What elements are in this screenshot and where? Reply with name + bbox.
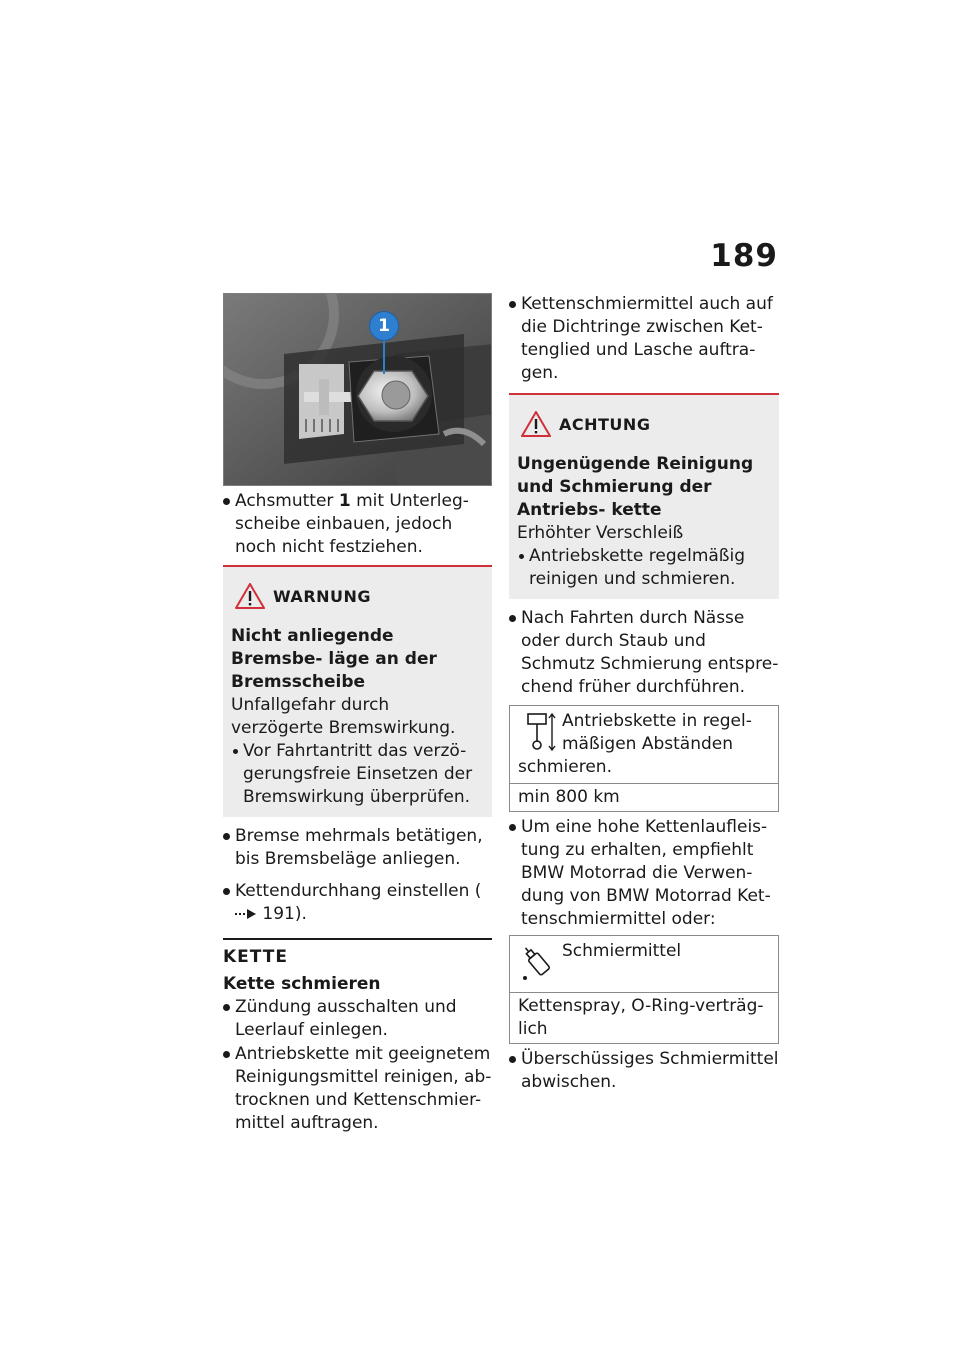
- step-clean-chain: Antriebskette mit geeignetem Reinigungsmittel reinigen, ab- trocknen und Kettenschmier- mittel auftragen.: [223, 1043, 492, 1135]
- warning-text: Unfallgefahr durch verzögerte Bremswirkung.: [231, 695, 456, 738]
- step-ignition: Zündung ausschalten und Leerlauf einlegen.: [223, 996, 492, 1042]
- lubricant-table-header: [510, 936, 778, 992]
- caution-triangle-icon: [521, 411, 551, 437]
- step-seal-rings: Kettenschmiermittel auch auf die Dichtringe zwischen Ket- tenglied und Lasche auftra- gen.: [509, 293, 779, 385]
- warning-triangle-icon: [235, 583, 265, 609]
- warning-box: [223, 565, 492, 817]
- caution-item: Antriebskette regelmäßig reinigen und schmieren.: [517, 545, 771, 591]
- step-list-4: [509, 293, 779, 385]
- caution-subtitle: Ungenügende Reinigung und Schmierung der Antriebs- kette: [517, 454, 754, 520]
- maintenance-interval-icon: [518, 710, 560, 754]
- caution-title: ACHTUNG: [559, 414, 651, 434]
- warning-subtitle: Nicht anliegende Bremsbe- läge an der Bremsscheibe: [231, 626, 437, 692]
- step-list-3: [223, 996, 492, 1135]
- caution-header: [521, 411, 771, 437]
- lubricant-table-header-text: Schmiermittel: [562, 941, 682, 961]
- step-list-1: [223, 490, 492, 559]
- caution-text: Erhöhter Verschleiß: [517, 523, 684, 543]
- right-column: [509, 293, 779, 1094]
- callout-marker: 1: [370, 312, 398, 340]
- subsection-title: Kette schmieren: [223, 974, 381, 994]
- step-axle-nut: Achsmutter 1 mit Unterleg- scheibe einbauen, jedoch noch nicht festziehen.: [223, 490, 492, 559]
- step-list-5: [509, 607, 779, 699]
- section-divider: [223, 938, 492, 996]
- interval-table: [509, 705, 779, 812]
- interval-table-value: min 800 km: [510, 783, 778, 811]
- warning-header: [235, 583, 484, 609]
- section-title: KETTE: [223, 947, 288, 967]
- step-list-7: [509, 1048, 779, 1094]
- warning-title: WARNUNG: [273, 586, 372, 606]
- caution-box: [509, 393, 779, 599]
- step-brake: Bremse mehrmals betätigen, bis Bremsbeläge anliegen.: [223, 825, 492, 871]
- axle-nut-photo: [223, 293, 492, 486]
- step-list-6: [509, 816, 779, 931]
- lubricant-icon: [518, 940, 560, 984]
- step-recommendation: Um eine hohe Kettenlaufleis- tung zu erhalten, empfiehlt BMW Motorrad die Verwen- dung von BMW Motorrad Ket- tenschmiermittel oder:: [509, 816, 779, 931]
- page-number: 189: [710, 238, 778, 274]
- left-column: [223, 293, 492, 1135]
- warning-item: Vor Fahrtantritt das verzö- gerungsfreie Einsetzen der Bremswirkung überprüfen.: [231, 740, 484, 809]
- lubricant-table: [509, 935, 779, 1044]
- axle-nut-illustration: [224, 294, 492, 486]
- step-chain-slack: Kettendurchhang einstellen ( 191).: [223, 880, 492, 926]
- step-wipe-excess: Überschüssiges Schmiermittel abwischen.: [509, 1048, 779, 1094]
- interval-table-text: Antriebskette in regel- mäßigen Abständen schmieren.: [518, 711, 752, 777]
- lubricant-table-value: Kettenspray, O-Ring-verträg- lich: [510, 992, 778, 1043]
- step-list-2: [223, 825, 492, 926]
- caution-list: [517, 545, 771, 591]
- page-reference-link[interactable]: 191: [262, 904, 295, 924]
- step-wet-conditions: Nach Fahrten durch Nässe oder durch Staub und Schmutz Schmierung entspre- chend früher durchführen.: [509, 607, 779, 699]
- page-reference-arrow-icon: [235, 908, 257, 920]
- interval-table-header: [510, 706, 778, 783]
- warning-list: [231, 740, 484, 809]
